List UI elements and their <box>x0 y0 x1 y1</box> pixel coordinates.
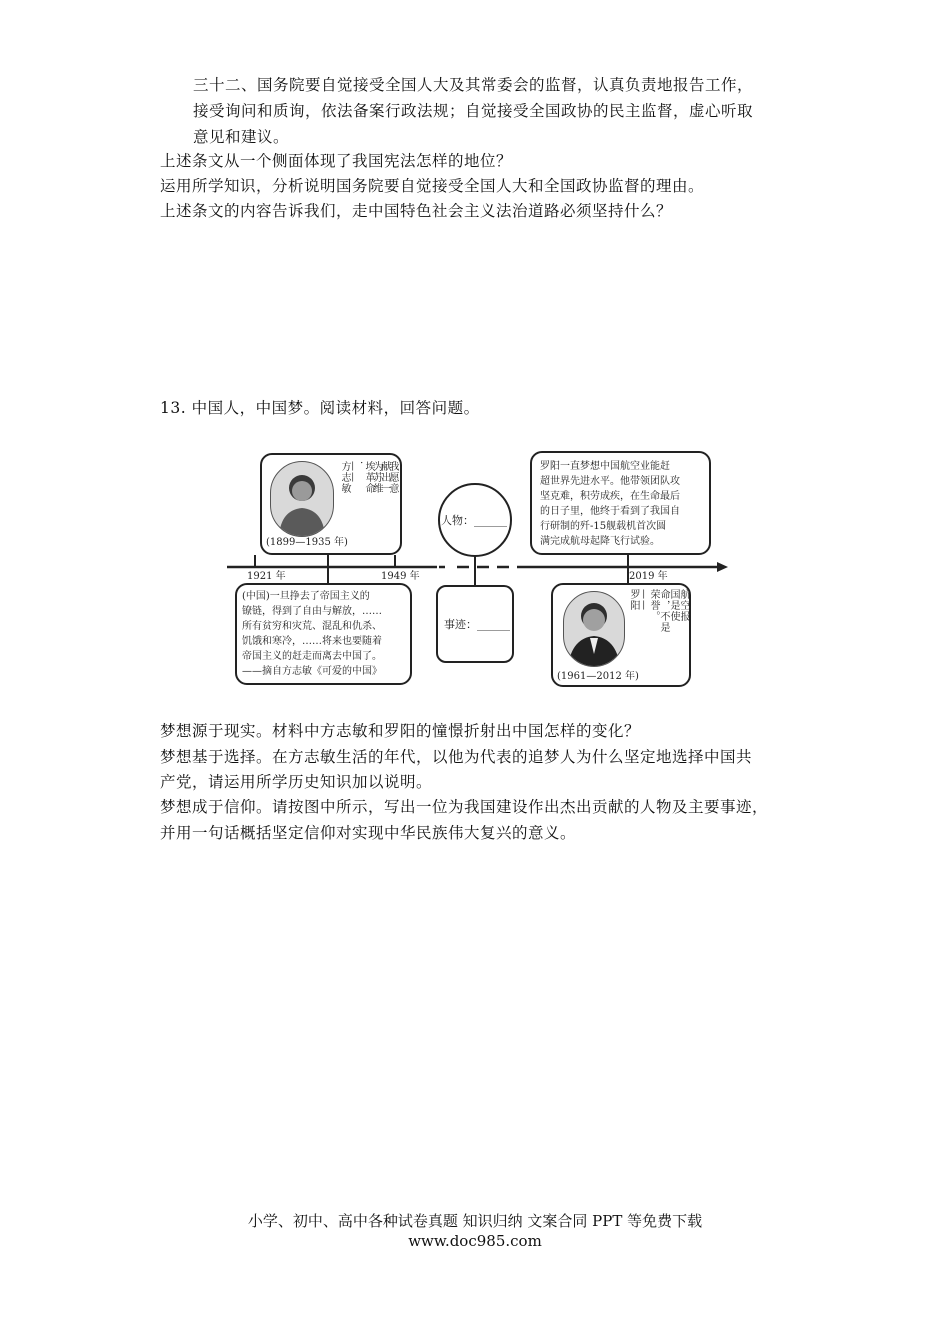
deed-box <box>436 585 514 663</box>
quote-column: —— <box>347 461 358 483</box>
q13-subquestion-2-line-2: 产党，请运用所学历史知识加以说明。 <box>160 773 433 791</box>
fang-zhimin-quote <box>339 459 398 553</box>
timeline-figure <box>225 445 730 690</box>
timeline-arrowhead <box>717 562 728 572</box>
portrait-figure-icon <box>271 462 333 536</box>
fang-excerpt-line-3: 所有贫穷和灾荒、混乱和仇杀、 <box>242 621 382 632</box>
quote-column: 埃革命 <box>363 461 374 494</box>
fang-excerpt-line-1: (中国)一旦挣去了帝国主义的 <box>242 591 370 602</box>
quote-column: 国是使 <box>668 589 679 622</box>
quote-column: 命，不是 <box>658 589 669 633</box>
quote-column: 航空报 <box>678 589 689 622</box>
quote-column: 方志敏 <box>339 461 350 494</box>
q13-subquestion-3-line-2: 并用一句话概括坚定信仰对实现中华民族伟大复兴的意义。 <box>160 824 577 842</box>
fang-excerpt-line-5: 帝国主义的赶走而离去中国了。 <box>242 651 382 662</box>
quote-column: · <box>355 461 366 466</box>
article-32-line-2: 接受询问和质询，依法备案行政法规；自觉接受全国政协的民主监督，虚心听取 <box>193 102 754 120</box>
luo-yang-portrait <box>563 591 625 667</box>
quote-column: —— <box>638 589 649 611</box>
footer-tagline: 小学、初中、高中各种试卷真题 知识归纳 文案合同 PPT 等免费下载 <box>247 1212 703 1230</box>
luo-excerpt-line-4: 的日子里，他终于看到了我国自 <box>540 506 680 517</box>
q13-subquestion-3-line-1: 梦想成于信仰。请按图中所示，写出一位为我国建设作出杰出贡献的人物及主要事迹， <box>160 798 769 816</box>
quote-column: 罗阳 <box>628 589 639 611</box>
quote-column: 我愿意 <box>387 461 398 494</box>
q12-subquestion-3: 上述条文的内容告诉我们，走中国特色社会主义法治道路必须坚持什么？ <box>160 202 673 220</box>
fang-zhimin-portrait <box>270 461 334 537</box>
q13-subquestion-1: 梦想源于现实。材料中方志敏和罗阳的憧憬折射出中国怎样的变化？ <box>160 722 641 740</box>
fang-zhimin-years: (1899—1935 年) <box>266 537 348 548</box>
fang-zhimin-excerpt-box <box>235 583 412 685</box>
luo-yang-years: (1961—2012 年) <box>557 671 639 682</box>
quote-column: 荣誉。 <box>648 589 659 622</box>
q12-subquestion-2: 运用所学知识，分析说明国务院要自觉接受全国人大和全国政协监督的理由。 <box>160 177 705 195</box>
year-label-1921: 1921 年 <box>247 571 286 582</box>
luo-excerpt-line-1: 罗阳一直梦想中国航空业能赶 <box>540 461 670 472</box>
article-32-line-3: 意见和建议。 <box>193 128 290 146</box>
fang-excerpt-line-2: 镣链，得到了自由与解放，…… <box>242 606 382 617</box>
portrait-figure-icon <box>564 592 624 666</box>
q12-subquestion-1: 上述条文从一个侧面体现了我国宪法怎样的地位？ <box>160 152 513 170</box>
year-label-2019: 2019 年 <box>629 571 668 582</box>
year-label-1949: 1949 年 <box>381 571 420 582</box>
person-blank-label: 人物：______ <box>441 514 507 527</box>
footer-url[interactable]: www.doc985.com <box>408 1232 542 1250</box>
fang-excerpt-source: ——摘自方志敏《可爱的中国》 <box>242 666 382 677</box>
luo-excerpt-line-5: 行研制的歼-15舰载机首次圆 <box>540 521 667 532</box>
luo-excerpt-line-3: 坚克难，积劳成疾，在生命最后 <box>540 491 680 502</box>
luo-yang-card <box>551 583 691 687</box>
article-32-line-1: 三十二、国务院要自觉接受全国人大及其常委会的监督，认真负责地报告工作， <box>193 76 754 94</box>
luo-yang-quote <box>629 587 689 683</box>
luo-yang-excerpt-box <box>530 451 711 555</box>
fang-excerpt-line-4: 饥饿和寒冷，……将来也要随着 <box>242 636 382 647</box>
luo-excerpt-line-2: 超世界先进水平。他带领团队攻 <box>540 476 680 487</box>
quote-column: 献出一 <box>379 461 390 494</box>
quote-column: 为苏维 <box>371 461 382 494</box>
q13-title: 13. 中国人，中国梦。阅读材料，回答问题。 <box>160 399 480 417</box>
luo-excerpt-line-6: 满完成航母起降飞行试验。 <box>540 536 660 547</box>
q13-subquestion-2-line-1: 梦想基于选择。在方志敏生活的年代，以他为代表的追梦人为什么坚定地选择中国共 <box>160 748 753 766</box>
fang-zhimin-card <box>260 453 402 555</box>
deed-blank-label: 事迹：______ <box>444 618 510 631</box>
